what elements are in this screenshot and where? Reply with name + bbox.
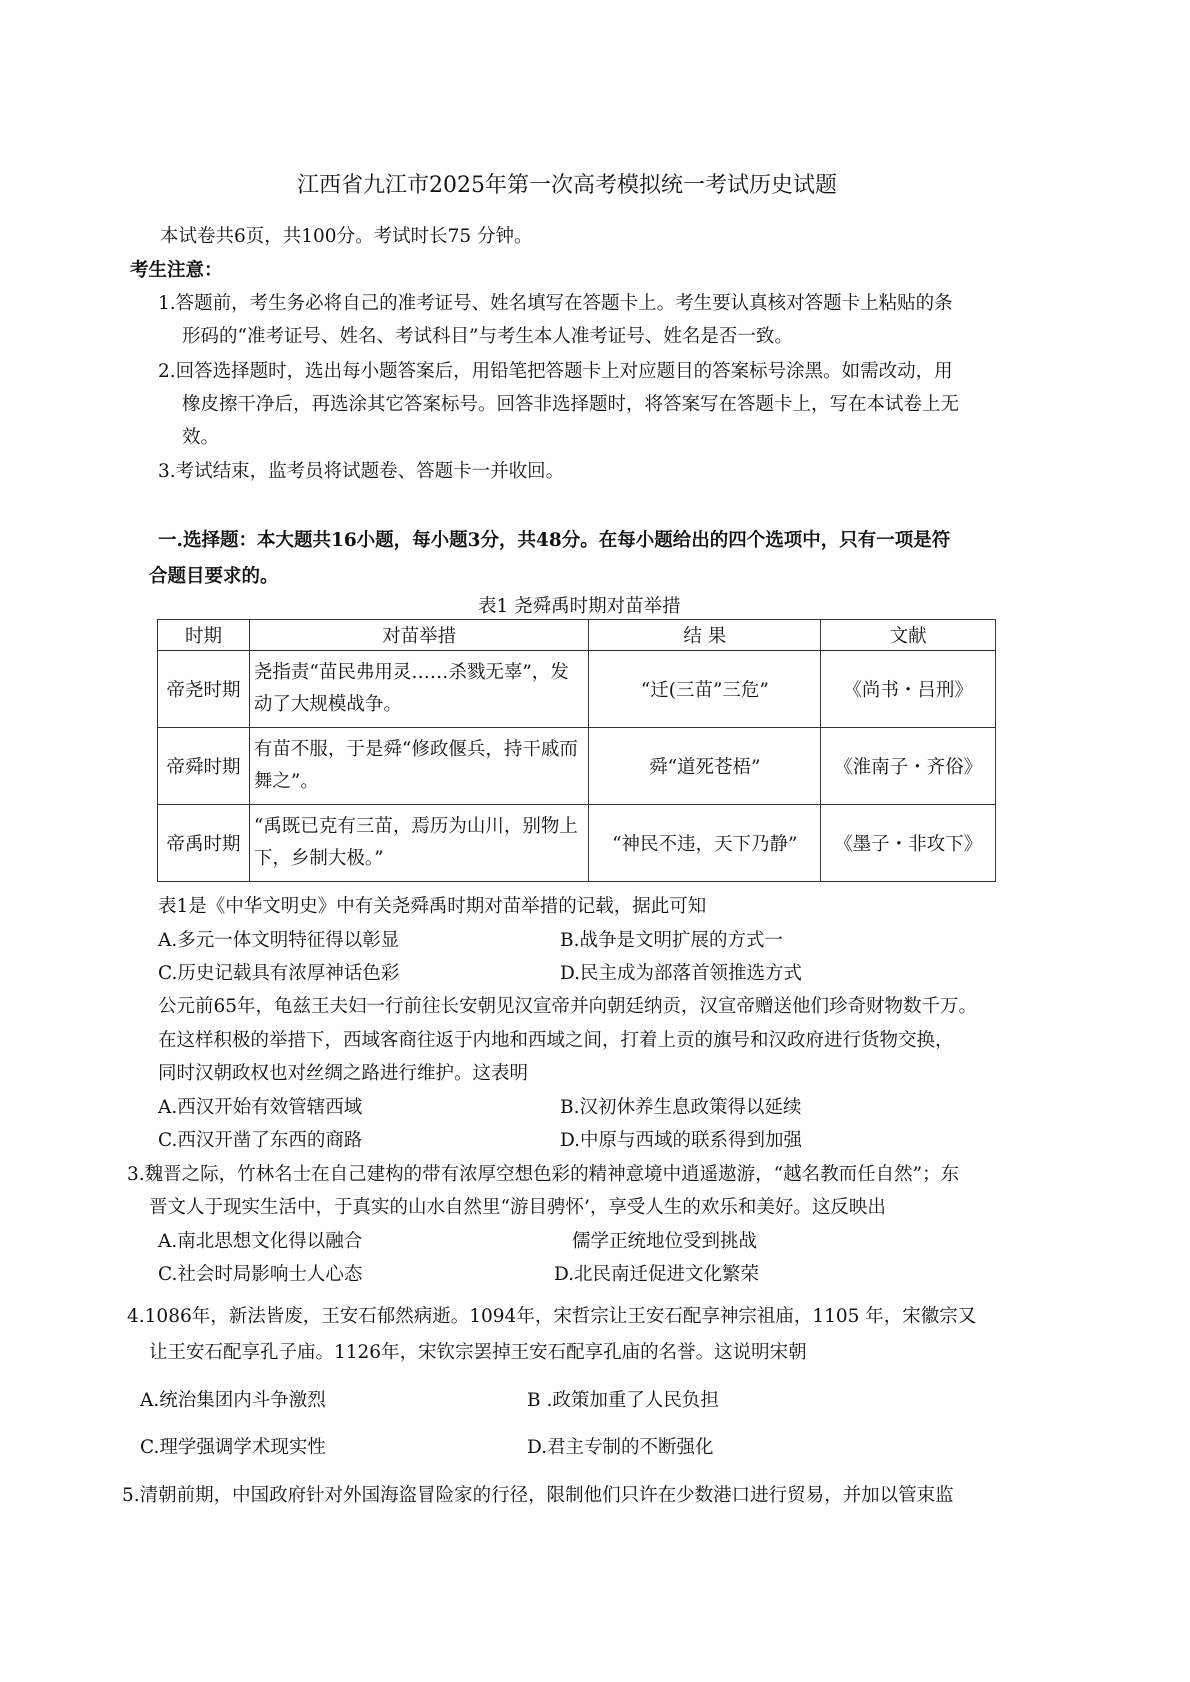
q1-option-b: B.战争是文明扩展的方式一 [560, 930, 783, 951]
section-1-heading-line-1: 一.选择题：本大题共16小题，每小题3分，共48分。在每小题给出的四个选项中，只有一项是符 [158, 530, 951, 551]
q2-stem-line-3: 同时汉朝政权也对丝绸之路进行维护。这表明 [158, 1063, 529, 1084]
notice-item-2-line-2: 橡皮擦干净后，再选涂其它答案标号。回答非选择题时，将答案写在答题卡上，写在本试卷上无 [182, 394, 960, 415]
q3-option-c: C.社会时局影响士人心态 [158, 1264, 363, 1285]
exam-intro: 本试卷共6页，共100分。考试时长75 分钟。 [160, 226, 533, 247]
table-header-row [158, 620, 996, 651]
header-period: 时期 [158, 620, 250, 651]
table-row [158, 728, 996, 805]
cell-result: “迁(三苗”三危” [589, 651, 821, 728]
cell-period: 帝舜时期 [158, 728, 250, 805]
cell-result: 舜“道死苍梧” [589, 728, 821, 805]
q2-option-c: C.西汉开凿了东西的商路 [158, 1130, 363, 1151]
q1-stem: 表1是《中华文明史》中有关尧舜禹时期对苗举措的记载，据此可知 [158, 896, 707, 917]
cell-result: “神民不违，天下乃静” [589, 805, 821, 882]
notice-item-3: 3.考试结束，监考员将试题卷、答题卡一并收回。 [158, 461, 565, 482]
q3-option-d: D.北民南迁促进文化繁荣 [554, 1264, 760, 1285]
q4-option-b: B .政策加重了人民负担 [527, 1390, 719, 1411]
cell-measure: “禹既已克有三苗，焉历为山川，别物上下，乡制大极。” [249, 805, 589, 882]
q1-option-a: A.多元一体文明特征得以彰显 [158, 930, 400, 951]
table-1 [157, 619, 996, 882]
q3-option-b: 儒学正统地位受到挑战 [572, 1231, 758, 1252]
q4-stem-line-1: 4.1086年，新法皆废，王安石郁然病逝。1094年，宋哲宗让王安石配享神宗祖庙，1105 年，宋徽宗又 [127, 1306, 977, 1327]
table-row [158, 805, 996, 882]
header-source: 文献 [821, 620, 996, 651]
cell-source: 《淮南子・齐俗》 [821, 728, 996, 805]
q2-stem-line-1: 公元前65年，龟兹王夫妇一行前往长安朝见汉宣帝并向朝廷纳贡，汉宣帝赠送他们珍奇财物数千万。 [158, 996, 978, 1017]
cell-measure: 尧指责“苗民弗用灵……杀戮无辜”，发动了大规模战争。 [249, 651, 589, 728]
q1-option-c: C.历史记载具有浓厚神话色彩 [158, 963, 400, 984]
q4-option-a: A.统治集团内斗争激烈 [140, 1390, 326, 1411]
q4-stem-line-2: 让王安石配享孔子庙。1126年，宋钦宗罢掉王安石配享孔庙的名誉。这说明宋朝 [149, 1342, 807, 1363]
q3-stem-line-2: 晋文人于现实生活中，于真实的山水自然里“游目骋怀’，享受人生的欢乐和美好。这反映出 [149, 1197, 886, 1218]
cell-source: 《尚书・吕刑》 [821, 651, 996, 728]
cell-source: 《墨子・非攻下》 [821, 805, 996, 882]
q3-option-a: A.南北思想文化得以融合 [158, 1231, 363, 1252]
q5-stem-line-1: 5.清朝前期，中国政府针对外国海盗冒险家的行径，限制他们只许在少数港口进行贸易，并加以管束监 [122, 1485, 954, 1506]
notice-item-2-line-1: 2.回答选择题时，选出每小题答案后，用铅笔把答题卡上对应题目的答案标号涂黑。如需改动，用 [158, 361, 953, 382]
notice-heading: 考生注意： [130, 260, 223, 281]
q2-stem-line-2: 在这样积极的举措下，西域客商往返于内地和西域之间，打着上贡的旗号和汉政府进行货物交换， [158, 1030, 954, 1051]
q2-option-a: A.西汉开始有效管辖西域 [158, 1097, 363, 1118]
notice-item-2-line-3: 效。 [182, 427, 220, 448]
cell-measure: 有苗不服，于是舜“修政偃兵，持干戚而舞之”。 [249, 728, 589, 805]
q4-option-d: D.君主专制的不断强化 [527, 1437, 714, 1458]
notice-item-1-line-2: 形码的“准考证号、姓名、考试科目”与考生本人准考证号、姓名是否一致。 [182, 326, 793, 347]
cell-period: 帝尧时期 [158, 651, 250, 728]
q4-option-c: C.理学强调学术现实性 [140, 1437, 326, 1458]
cell-period: 帝禹时期 [158, 805, 250, 882]
table-1-caption: 表1 尧舜禹时期对苗举措 [478, 596, 681, 617]
header-result: 结 果 [589, 620, 821, 651]
table-row [158, 651, 996, 728]
q2-option-d: D.中原与西域的联系得到加强 [560, 1130, 803, 1151]
notice-item-1-line-1: 1.答题前，考生务必将自己的准考证号、姓名填写在答题卡上。考生要认真核对答题卡上粘贴的条 [158, 293, 953, 314]
q1-option-d: D.民主成为部落首领推选方式 [560, 963, 803, 984]
page-title: 江西省九江市2025年第一次高考模拟统一考试历史试题 [297, 173, 837, 198]
section-1-heading-line-2: 合题目要求的。 [149, 566, 279, 587]
q2-option-b: B.汉初休养生息政策得以延续 [560, 1097, 802, 1118]
q3-stem-line-1: 3.魏晋之际，竹林名士在自己建构的带有浓厚空想色彩的精神意境中逍遥遨游，“越名教而任自然”；东 [127, 1164, 960, 1185]
header-measure: 对苗举措 [249, 620, 589, 651]
